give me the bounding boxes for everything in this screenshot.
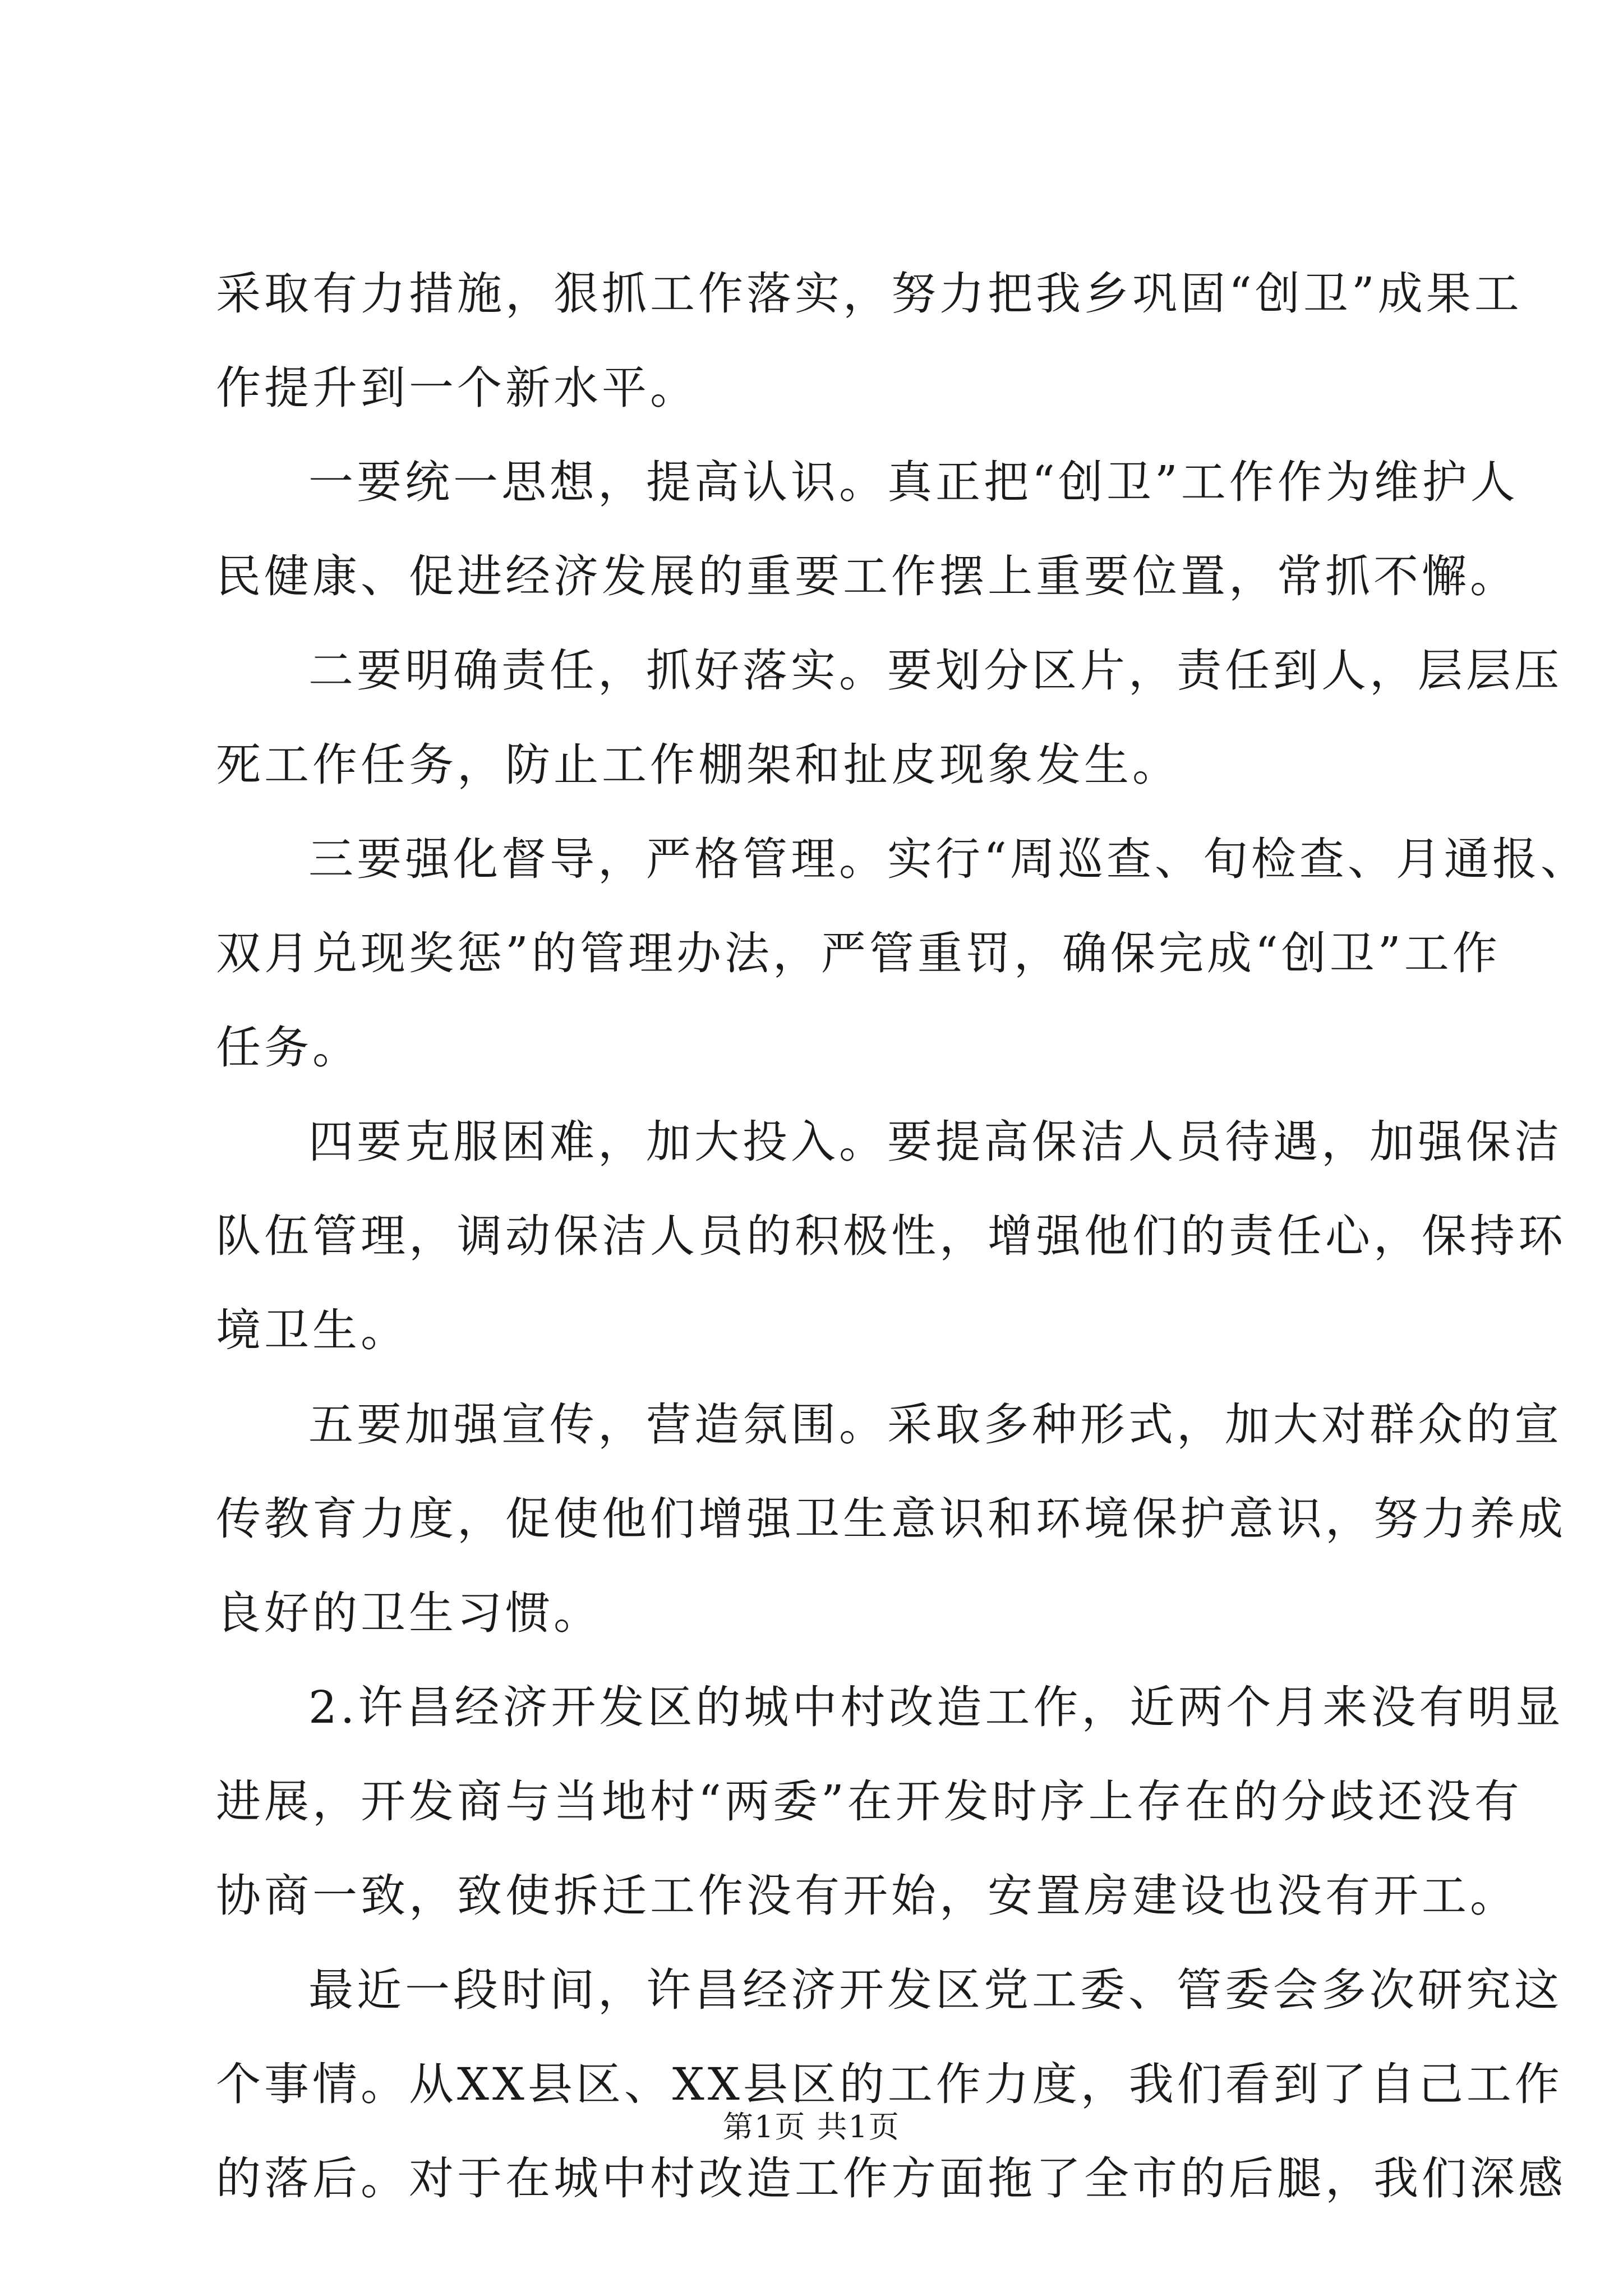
text-line: 的落后。对于在城中村改造工作方面拖了全市的后腿，我们深感 — [216, 2152, 1566, 2205]
paragraph-start-line: 2.许昌经济开发区的城中村改造工作，近两个月来没有明显 — [308, 1681, 1564, 1733]
text-line: 进展，开发商与当地村“两委”在开发时序上存在的分歧还没有 — [216, 1775, 1523, 1828]
text-line: 队伍管理，调动保洁人员的积极性，增强他们的责任心，保持环 — [216, 1210, 1566, 1262]
page-number-footer: 第1页 共1页 — [723, 2109, 900, 2145]
text-line: 民健康、促进经济发展的重要工作摆上重要位置，常抓不懈。 — [216, 550, 1518, 602]
paragraph-start-line: 最近一段时间，许昌经济开发区党工委、管委会多次研究这 — [308, 1964, 1562, 2016]
text-line: 采取有力措施，狠抓工作落实，努力把我乡巩固“创卫”成果工 — [216, 268, 1523, 320]
text-line: 良好的卫生习惯。 — [216, 1587, 602, 1639]
document-body — [216, 247, 1589, 2226]
paragraph-start-line: 一要统一思想，提高认识。真正把“创卫”工作作为维护人 — [308, 456, 1519, 508]
paragraph-start-line: 四要克服困难，加大投入。要提高保洁人员待遇，加强保洁 — [308, 1116, 1562, 1168]
text-line: 死工作任务，防止工作棚架和扯皮现象发生。 — [216, 739, 1181, 791]
text-line: 协商一致，致使拆迁工作没有开始，安置房建设也没有开工。 — [216, 1870, 1518, 1922]
text-line: 双月兑现奖惩”的管理办法，严管重罚，确保完成“创卫”工作 — [216, 927, 1501, 979]
text-line: 境卫生。 — [216, 1304, 409, 1356]
paragraph-start-line: 五要加强宣传，营造氛围。采取多种形式，加大对群众的宣 — [308, 1398, 1562, 1451]
text-line: 传教育力度，促使他们增强卫生意识和环境保护意识，努力养成 — [216, 1493, 1566, 1545]
text-line: 作提升到一个新水平。 — [216, 362, 698, 414]
paragraph-start-line: 二要明确责任，抓好落实。要划分区片，责任到人，层层压 — [308, 645, 1562, 697]
text-line: 任务。 — [216, 1022, 361, 1074]
text-line: 个事情。从XX县区、XX县区的工作力度，我们看到了自己工作 — [216, 2058, 1563, 2110]
paragraph-start-line: 三要强化督导，严格管理。实行“周巡查、旬检查、月通报、 — [308, 833, 1589, 885]
